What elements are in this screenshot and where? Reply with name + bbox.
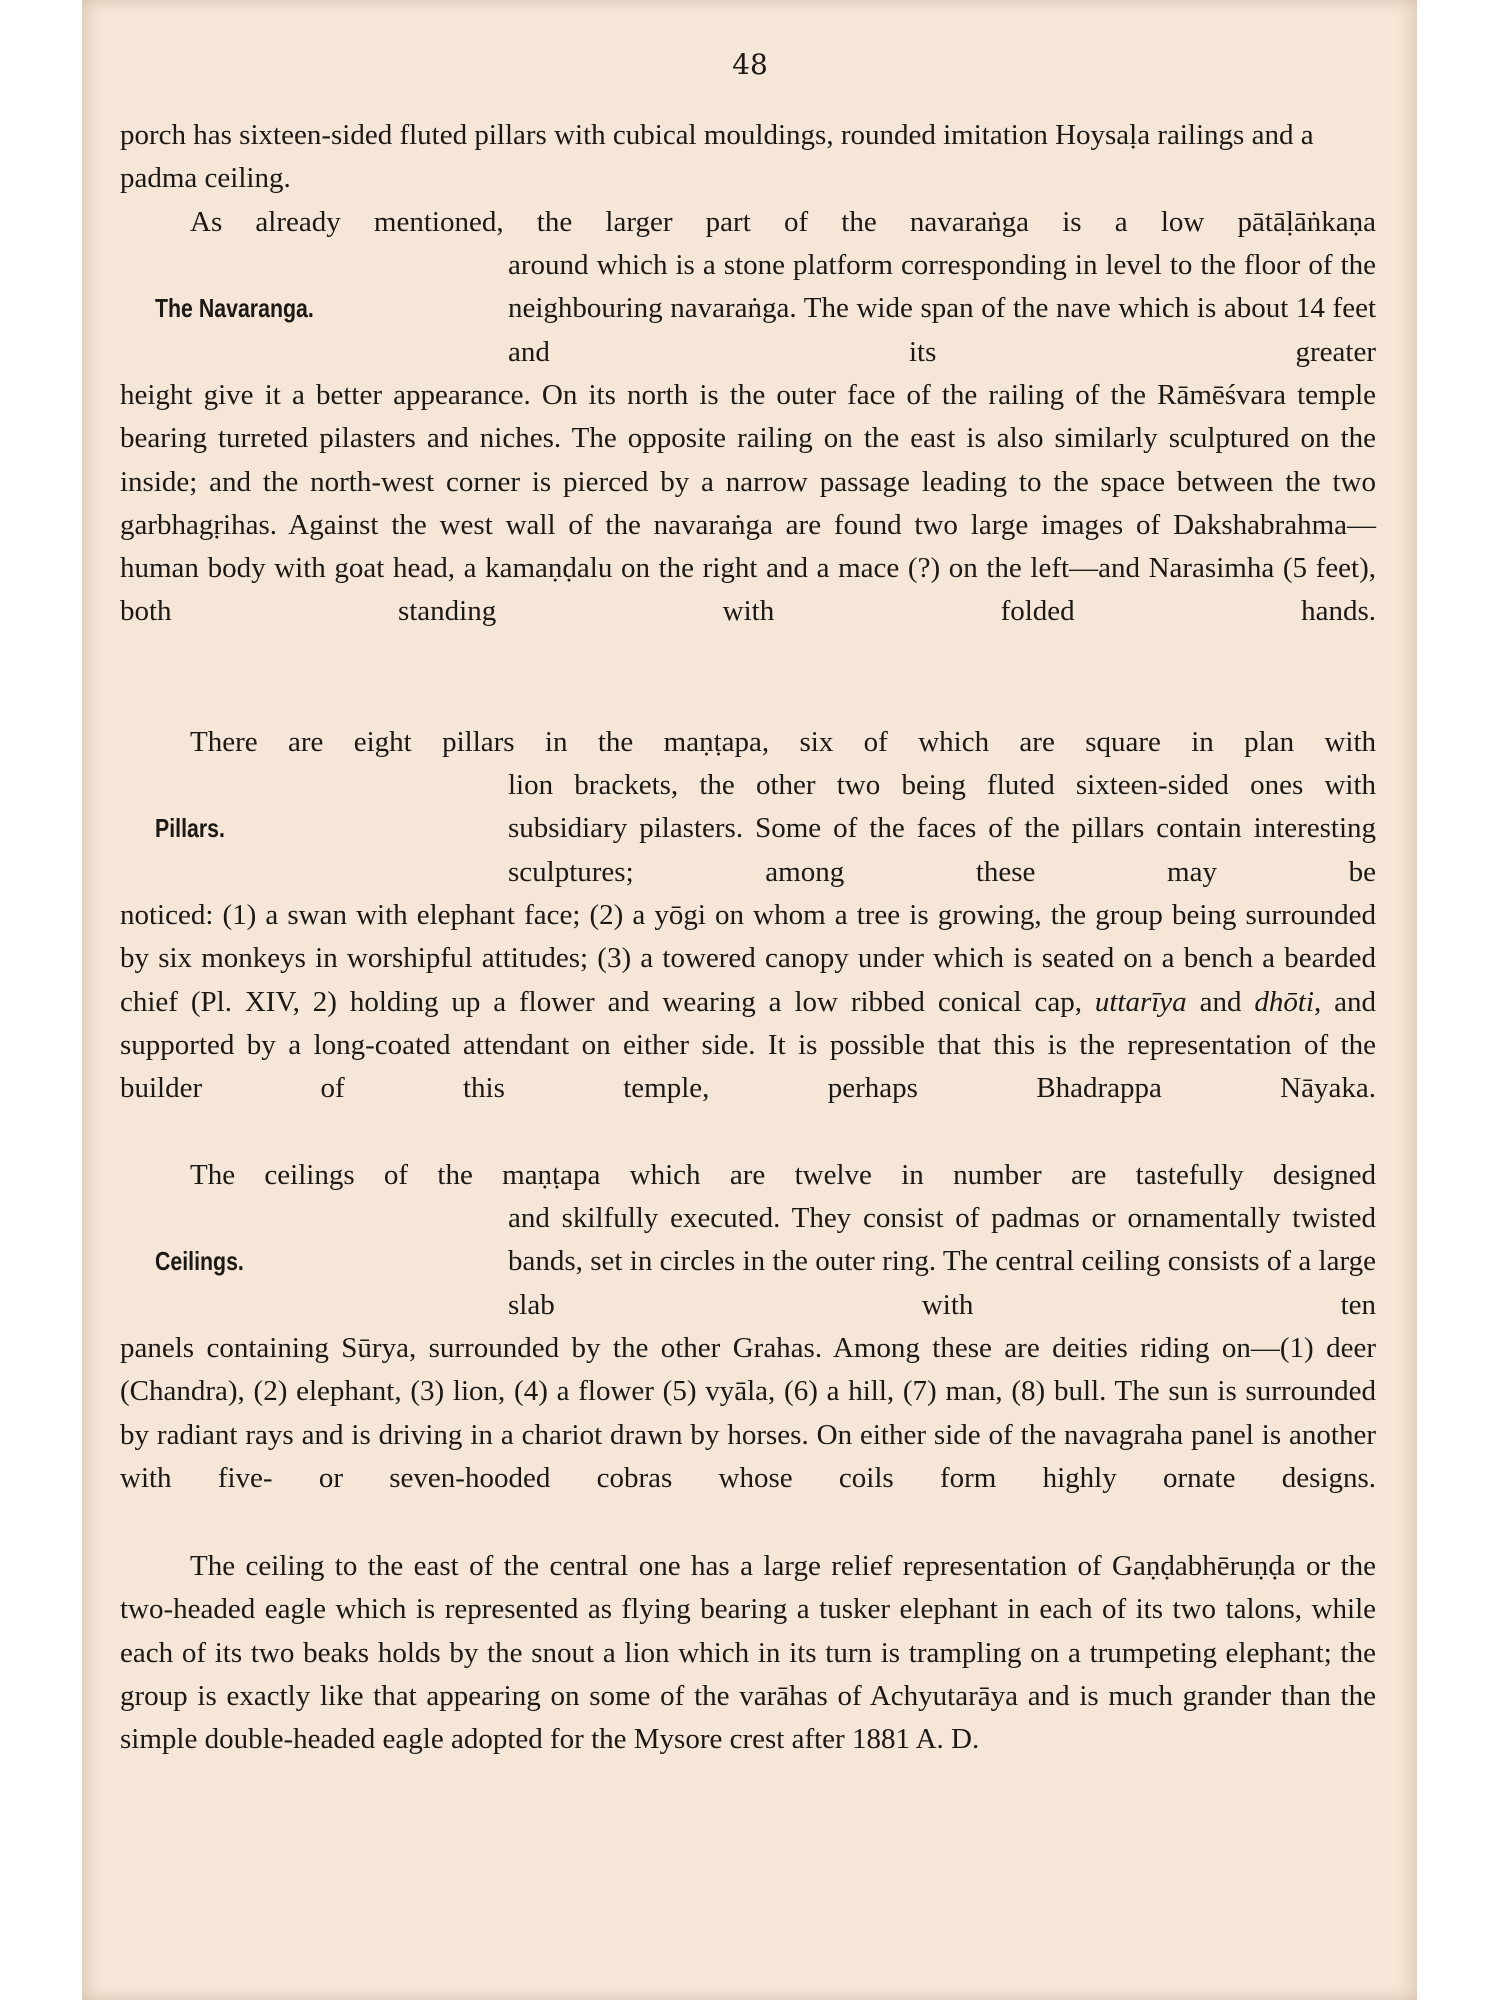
navaranga-side-text: around which is a stone platform corresponding in level to the floor of the neighbouring navaraṅga. The wide span of the nave which is about 14 feet and its greater — [508, 249, 1376, 368]
pillars-side-text: lion brackets, the other two being fluted sixteen-sided ones with subsidiary pilasters. Some of the faces of the pillars contain interesting sculptures; among these may be — [508, 769, 1376, 888]
page-number: 48 — [732, 48, 768, 81]
navaranga-heading: The Navaranga. — [155, 293, 314, 323]
pillars-margin-block — [120, 764, 1376, 894]
pillars-body-end: , and supported by a long-coated attendant on either side. It is possible that this is the representation of the builder of this temple, perhaps Bhadrappa Nāyaka. — [120, 985, 1377, 1105]
ceilings-body: panels containing Sūrya, surrounded by the other Grahas. Among these are deities riding on—(1) deer (Chandra), (2) elephant, (3) lion, (4) a flower (5) vyāla, (6) a hill, (7) man, (8) bull. The sun is surrounded by radiant rays and is driving in a chariot drawn by horses. On either side of the navagraha panel is another with five- or seven-hooded cobras whose coils form highly ornate designs. — [120, 1332, 1376, 1494]
ceilings-heading: Ceilings. — [155, 1246, 244, 1276]
term-uttariya: uttarīya — [1094, 985, 1187, 1018]
navaranga-body: height give it a better appearance. On its north is the outer face of the railing of the Rāmēśvara temple bearing turreted pilasters and niches. The opposite railing on the east is also similarly sculptured on the inside; and the north-west corner is pierced by a narrow passage leading to the space between the two garbhagṛihas. Against the west wall of the navaraṅga are found two large images of Dakshabrahma—human body with goat head, a kamaṇḍalu on the right and a mace (?) on the left—and Narasimha (5 feet), both standing with folded hands. — [120, 379, 1376, 628]
navaranga-margin-block — [120, 244, 1376, 374]
pillars-heading: Pillars. — [155, 813, 225, 843]
paragraph-porch: porch has sixteen-sided fluted pillars with cubical mouldings, rounded imitation Hoysaḷa railings and a padma ceiling. — [120, 119, 1314, 195]
ceilings-lead: The ceilings of the maṇṭapa which are twelve in number are tastefully designed — [190, 1159, 1376, 1191]
paragraph-gandabherunda: The ceiling to the east of the central one has a large relief representation of Gaṇḍabhēruṇḍa or the two-headed eagle which is represented as flying bearing a tusker elephant in each of its two talons, while each of its two beaks holds by the snout a lion which in its turn is trampling on a trumpeting elephant; the group is exactly like that appearing on some of the varāhas of Achyutarāya and is much grander than the simple double-headed eagle adopted for the Mysore crest after 1881 A. D. — [120, 1550, 1376, 1756]
pillars-body-start: noticed: (1) a swan with elephant face; (2) a yōgi on whom a tree is growing, the group being surrounded by six monkeys in worshipful attitudes; (3) a towered canopy under which is seated on a bench a bearded chief (Pl. XIV, 2) holding up a flower and wearing a low ribbed conical cap, — [120, 899, 1376, 1018]
pillars-body-and: and — [1186, 985, 1255, 1018]
navaranga-lead: As already mentioned, the larger part of the navaraṅga is a low pātāḷāṅkaṇa — [190, 206, 1376, 238]
ceilings-margin-block — [120, 1197, 1376, 1327]
pillars-body — [120, 894, 1376, 1110]
ceilings-side-text: and skilfully executed. They consist of padmas or ornamentally twisted bands, set in circles in the outer ring. The central ceiling consists of a large slab with ten — [508, 1202, 1376, 1321]
pillars-lead: There are eight pillars in the maṇṭapa, six of which are square in plan with — [190, 726, 1376, 758]
term-dhoti: dhōti — [1254, 985, 1314, 1018]
